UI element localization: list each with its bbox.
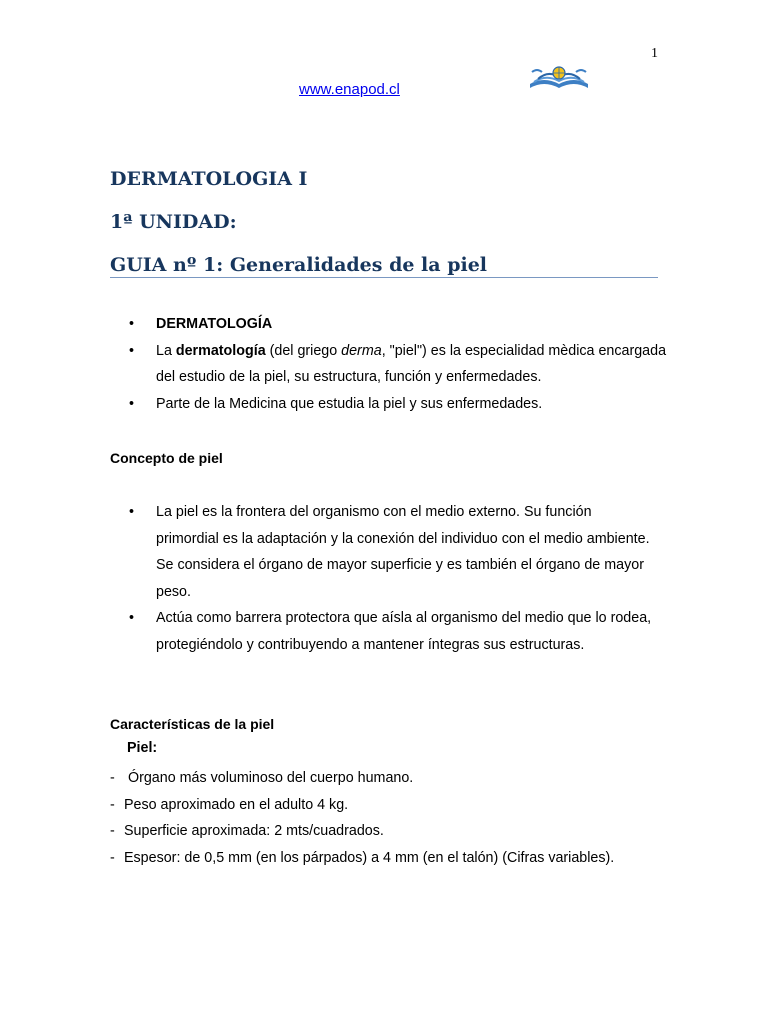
unit-heading: 1ª UNIDAD: xyxy=(110,211,237,233)
list-item: - Superficie aproximada: 2 mts/cuadrados. xyxy=(110,823,384,839)
list-item: • La piel es la frontera del organismo con el medio externo. Su función primordial es la adaptación y la conexión del individuo con el medio ambiente. Se considera el órgano de mayor superficie y es también el órgano de mayor peso. xyxy=(110,499,658,605)
list-item: • DERMATOLOGÍA xyxy=(110,311,670,338)
section-title-caracteristicas: Características de la piel xyxy=(110,716,275,732)
dermatologia-list xyxy=(110,311,670,417)
list-item: • Actúa como barrera protectora que aísla al organismo del medio que lo rodea, protegiéndolo y contribuyendo a mantener íntegras sus estructuras. xyxy=(110,605,658,658)
page-number: 1 xyxy=(651,46,658,61)
book-globe-logo xyxy=(528,62,590,92)
section-title-concepto: Concepto de piel xyxy=(110,450,223,466)
list-item: • Parte de la Medicina que estudia la piel y sus enfermedades. xyxy=(110,391,670,418)
list-item: - Espesor: de 0,5 mm (en los párpados) a 4 mm (en el talón) (Cifras variables). xyxy=(110,849,615,866)
list-item: • La dermatología (del griego derma, "piel") es la especialidad mèdica encargada del estudio de la piel, su estructura, función y enfermedades. xyxy=(110,338,670,391)
heading-underline xyxy=(110,277,658,278)
list-item: - Peso aproximado en el adulto 4 kg. xyxy=(110,796,349,813)
site-link[interactable]: www.enapod.cl xyxy=(299,81,400,98)
document-title: DERMATOLOGIA I xyxy=(110,168,308,190)
caracteristicas-list xyxy=(110,765,670,871)
list-item: - Órgano más voluminoso del cuerpo humano. xyxy=(110,770,414,786)
concepto-list xyxy=(110,499,658,658)
sub-label-piel: Piel: xyxy=(127,740,158,756)
guide-heading: GUIA nº 1: Generalidades de la piel xyxy=(110,254,488,276)
